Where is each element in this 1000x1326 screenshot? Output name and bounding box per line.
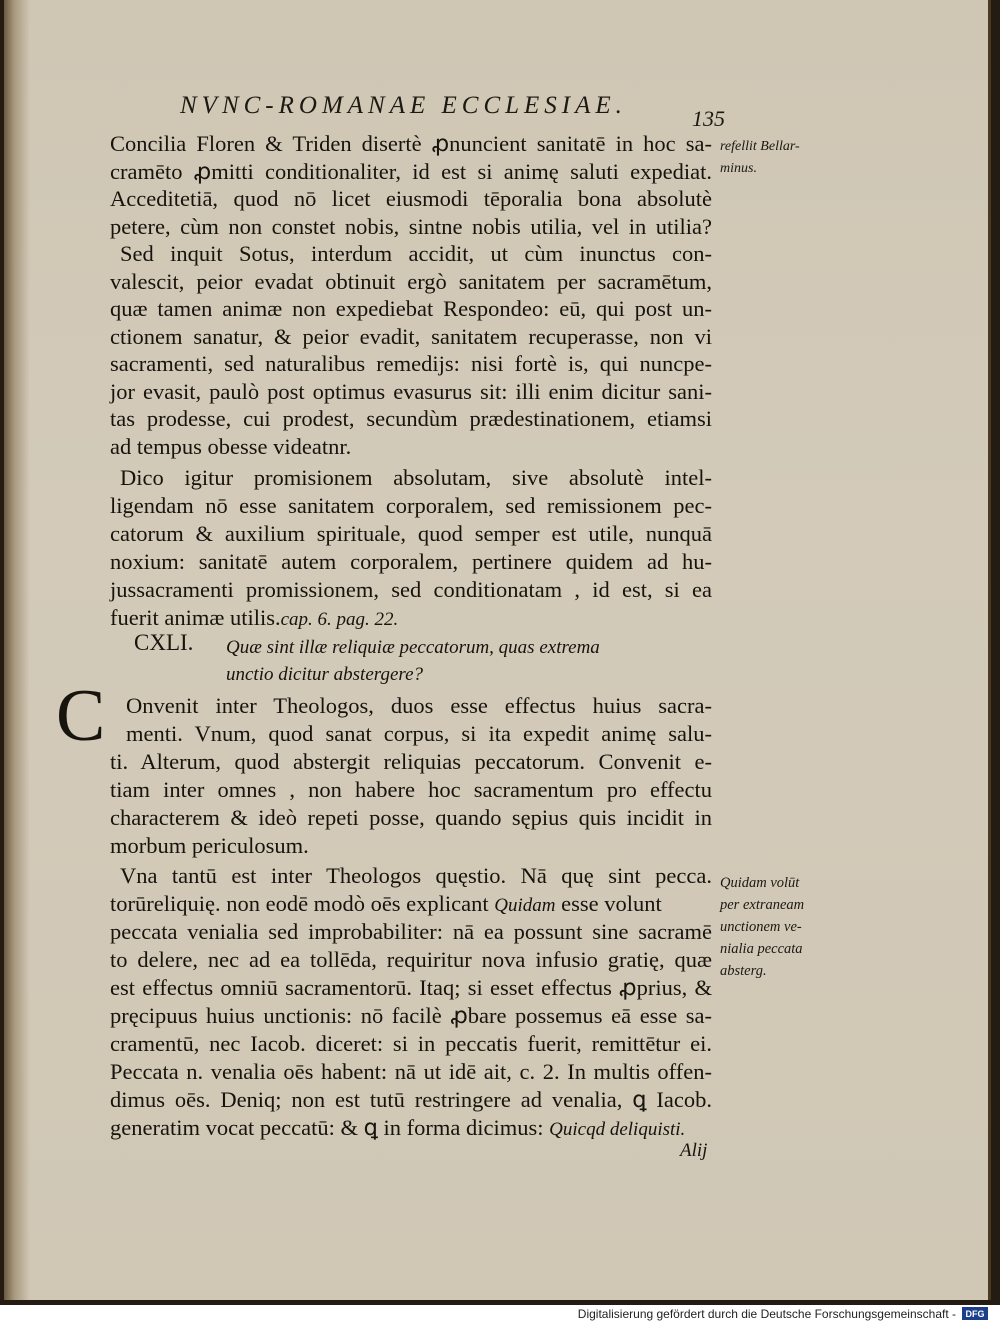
margin-note: Quidam volūt per extraneam unctionem ve- nialia peccata absterg. <box>720 875 805 979</box>
page-spine-shadow <box>4 0 30 1300</box>
dfg-logo: DFG <box>962 1307 988 1320</box>
inline-italic: Quicqd deliquisti. <box>549 1119 686 1140</box>
body-line: pręcipuus huius unctionis: nō facilè ꝓbare possemus eā esse sa- <box>110 1003 712 1028</box>
body-line-with-citation <box>110 604 712 632</box>
body-line: dimus oēs. Deniq; non est tutū restringere ad venalia, ꝗ Iacob. <box>110 1087 712 1112</box>
body-line-with-italic: generatim vocat peccatū: & ꝗ in forma dicimus: Quicqd deliquisti. <box>110 1115 686 1140</box>
body-line-with-italic: torūreliquię. non eodē modò oēs explicant Quidam esse volunt <box>110 891 662 916</box>
body-line: est effectus omniū sacramentorū. Itaq; si esset effectus ꝓprius, & <box>110 975 712 1000</box>
body-line: Sed inquit Sotus, interdum accidit, ut cùm inunctus con- <box>120 241 712 266</box>
section-question-line: Quæ sint illæ reliquiæ peccatorum, quas extrema <box>226 637 600 658</box>
body-line: noxium: sanitatē autem corporalem, pertinere quidem ad hu- <box>110 549 712 574</box>
page-number: 135 <box>692 106 725 131</box>
body-line: menti. Vnum, quod sanat corpus, si ita expedit animę salu- <box>126 721 712 746</box>
body-line: Onvenit inter Theologos, duos esse effectus huius sacra- <box>126 693 712 718</box>
body-line: Vna tantū est inter Theologos quęstio. Nā quę sint pecca. <box>120 863 712 888</box>
body-line: ctionem sanatur, & peior evadit, sanitatem recuperasse, non vi <box>110 323 712 349</box>
body-line: cramentū, nec Iacob. diceret: si in peccatis fuerit, remittētur ei. <box>110 1031 712 1056</box>
body-line: Peccata n. venalia oēs habent: nā ut idē ait, c. 2. In multis offen- <box>110 1059 712 1084</box>
section-number: CXLI. <box>134 630 194 655</box>
body-line: characterem & ideò repeti posse, quando sępius quis incidit in <box>110 805 712 830</box>
body-line: tas prodesse, cui prodest, secundùm prædestinationem, etiamsi <box>110 406 712 431</box>
body-line: Acceditetiā, quod nō licet eiusmodi tēporalia bona absolutè <box>110 186 712 211</box>
body-line: morbum periculosum. <box>110 833 309 858</box>
body-line: to delere, nec ad ea tollēda, requiritur nova infusio gratię, quæ <box>110 947 712 972</box>
body-line: Dico igitur promisionem absolutam, sive absolutè intel- <box>120 465 712 490</box>
book-page <box>4 0 991 1300</box>
inline-italic: Quidam <box>494 895 556 916</box>
running-head: NVNC-ROMANAE ECCLESIAE. <box>180 92 627 119</box>
body-line: quæ tamen animæ non expediebat Respondeo: eū, qui post un- <box>110 296 712 321</box>
body-line: Concilia Floren & Triden disertè ꝓnuncient sanitatē in hoc sa- <box>110 131 712 156</box>
body-line: jor evasit, paulò post optimus evasurus sit: illi enim dicitur sani- <box>110 378 712 404</box>
citation: cap. 6. pag. 22. <box>280 609 399 630</box>
margin-note: refellit Bellar- minus. <box>720 139 800 176</box>
body-line: ti. Alterum, quod abstergit reliquias peccatorum. Convenit e- <box>110 749 712 774</box>
catchword: Alij <box>680 1140 708 1161</box>
body-line: cramēto ꝓmitti conditionaliter, id est si animę saluti expediat. <box>110 158 712 184</box>
footer <box>578 1305 988 1322</box>
body-line-text: fuerit animæ utilis. <box>110 605 281 630</box>
body-line: catorum & auxilium spirituale, quod semper est utile, nunquā <box>110 521 712 546</box>
body-line: jussacramenti promissionem, sed conditionatam , id est, si ea <box>110 577 712 602</box>
footer-text: Digitalisierung gefördert durch die Deutsche Forschungsgemeinschaft - <box>577 1306 956 1321</box>
body-line: sacramenti, sed naturalibus remedijs: nisi fortè is, qui nuncpe- <box>110 351 712 376</box>
body-line: ad tempus obesse videatnr. <box>110 433 352 459</box>
body-line: ligendam nō esse sanitatem corporalem, sed remissionem pec- <box>110 493 712 518</box>
body-line: valescit, peior evadat obtinuit ergò sanitatem per sacramētum, <box>110 268 712 294</box>
section-question <box>226 634 646 688</box>
body-line: tiam inter omnes , non habere hoc sacramentum pro effectu <box>110 777 712 802</box>
section-question-line: unctio dicitur abstergere? <box>226 664 424 685</box>
body-line: peccata venialia sed improbabiliter: nā ea possunt sine sacramē <box>110 919 712 944</box>
drop-cap: C <box>56 675 106 757</box>
body-line: petere, cùm non constet nobis, sintne nobis utilia, vel in utilia? <box>110 213 712 239</box>
